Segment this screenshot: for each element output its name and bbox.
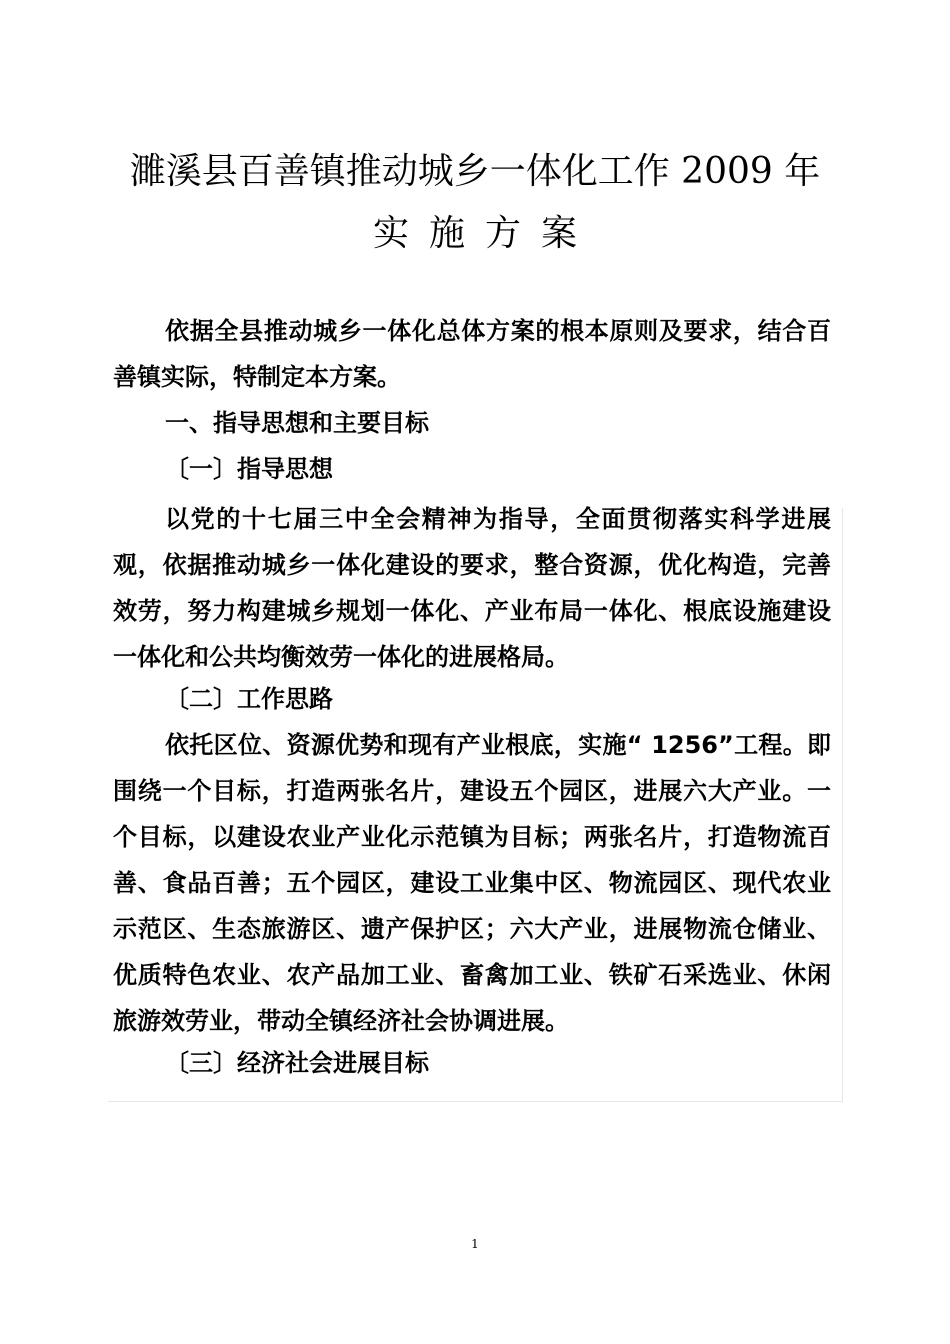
subsection-heading-work-approach: 〔二〕工作思路 — [165, 685, 333, 713]
document-title-line-1: 濉溪县百善镇推动城乡一体化工作 2009 年 — [129, 151, 821, 192]
page-number: 1 — [471, 1237, 479, 1251]
guiding-ideology-paragraph: 以党的十七届三中全会精神为指导，全面贯彻落实科学进展观，依据推动城乡一体化建设的要求，整合资源，优化构造，完善效劳，努力构建城乡规划一体化、产业布局一体化、根底设施建设一体化和公共均衡效劳一体化的进展格局。 — [113, 505, 831, 671]
work-approach-paragraph: 依托区位、资源优势和现有产业根底，实施“ 1256”工程。即围绕一个目标，打造两张名片，建设五个园区，进展六大产业。一个目标，以建设农业产业化示范镇为目标；两张名片，打造物流百善、食品百善；五个园区，建设工业集中区、物流园区、现代农业示范区、生态旅游区、遗产保护区；六大产业，进展物流仓储业、优质特色农业、农产品加工业、畜禽加工业、铁矿石采选业、休闲旅游效劳业，带动全镇经济社会协调进展。 — [113, 731, 831, 1035]
document-title-line-2: 实施方案 — [372, 213, 597, 254]
subsection-heading-development-goals: 〔三〕经济社会进展目标 — [165, 1049, 429, 1077]
section-heading-guiding-ideology-and-goals: 一、指导思想和主要目标 — [165, 409, 429, 437]
subsection-heading-guiding-ideology: 〔一〕指导思想 — [165, 455, 333, 483]
intro-paragraph: 依据全县推动城乡一体化总体方案的根本原则及要求，结合百善镇实际，特制定本方案。 — [113, 317, 831, 391]
